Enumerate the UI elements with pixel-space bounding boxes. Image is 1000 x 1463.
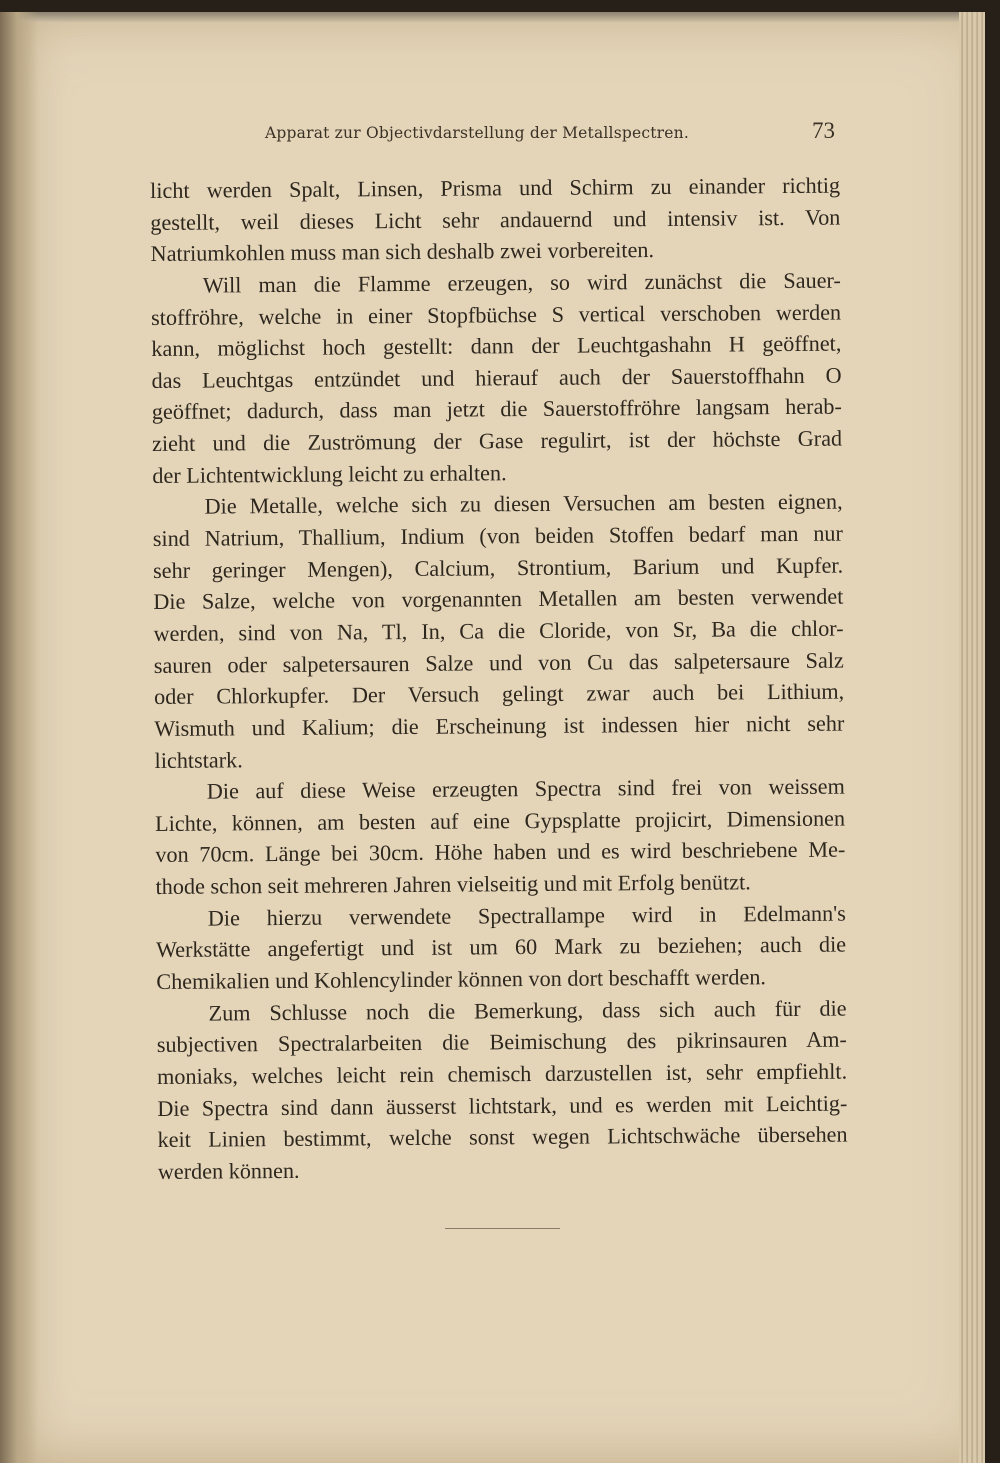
- text-line: Die hierzu verwendete Spectrallampe wird in Edelmann's: [207, 900, 846, 931]
- text-line: Werkstätte angefertigt und ist um 60 Mark zu beziehen; auch die: [155, 931, 847, 963]
- text-line: Lichte, können, am besten auf eine Gypsplatte projicirt, Dimensionen: [154, 805, 846, 836]
- body-text: [150, 170, 848, 1188]
- text-line: kann, möglichst hoch gestellt: dann der Leuchtgashahn H geöffnet,: [151, 330, 842, 362]
- text-line: sehr geringer Mengen), Calcium, Strontium, Barium und Kupfer.: [153, 552, 844, 583]
- text-line: subjectiven Spectralarbeiten die Beimischung des pikrinsauren Am-: [156, 1026, 847, 1058]
- end-rule: [445, 1228, 560, 1229]
- text-line: zieht und die Zuströmung der Gase regulirt, ist der höchste Grad: [152, 425, 843, 457]
- text-line: keit Linien bestimmt, welche sonst wegen Lichtschwäche übersehen: [157, 1121, 848, 1153]
- text-line: von 70cm. Länge bei 30cm. Höhe haben und es wird beschriebene Me-: [155, 837, 846, 868]
- text-line: werden können.: [157, 1157, 300, 1184]
- text-line: das Leuchtgas entzündet und hierauf auch der Sauerstoffhahn O: [151, 362, 842, 393]
- text-line: Zum Schlusse noch die Bemerkung, dass sich auch für die: [208, 995, 847, 1026]
- page-stack-edge: [959, 12, 985, 1463]
- page-number: 73: [812, 118, 835, 143]
- text-line: Die auf diese Weise erzeugten Spectra sind frei von weissem: [206, 773, 845, 804]
- text-line: sauren oder salpetersauren Salze und von Cu das salpetersaure Salz: [153, 647, 844, 678]
- text-line: licht werden Spalt, Linsen, Prisma und Schirm zu einander richtig: [150, 172, 841, 203]
- text-line: Die Spectra sind dann äusserst lichtstark, und es werden mit Leichtig-: [157, 1090, 848, 1121]
- text-line: lichtstark.: [154, 746, 243, 773]
- text-line: Will man die Flamme erzeugen, so wird zunächst die Sauer-: [202, 267, 841, 298]
- text-line: oder Chlorkupfer. Der Versuch gelingt zwar auch bei Lithium,: [153, 678, 845, 710]
- text-line: Die Metalle, welche sich zu diesen Versuchen am besten eignen,: [204, 488, 843, 519]
- page-top-edge: [0, 12, 985, 22]
- text-line: gestellt, weil dieses Licht sehr andauernd und intensiv ist. Von: [150, 204, 841, 235]
- running-title: Apparat zur Objectivdarstellung der Metallspectren.: [265, 124, 689, 142]
- text-line: Natriumkohlen muss man sich deshalb zwei vorbereiten.: [150, 237, 655, 267]
- text-line: stoffröhre, welche in einer Stopfbüchse S vertical verschoben werden: [151, 299, 842, 330]
- book-page: [0, 12, 985, 1463]
- text-line: Die Salze, welche von vorgenannten Metallen am besten verwendet: [153, 583, 844, 615]
- text-line: Chemikalien und Kohlencylinder können von dort beschafft werden.: [156, 964, 767, 994]
- text-line: Wismuth und Kalium; die Erscheinung ist indessen hier nicht sehr: [154, 710, 845, 741]
- text-line: sind Natrium, Thallium, Indium (von beiden Stoffen bedarf man nur: [152, 520, 843, 552]
- text-line: moniaks, welches leicht rein chemisch darzustellen ist, sehr empfiehlt.: [156, 1058, 848, 1089]
- text-line: geöffnet; dadurch, dass man jetzt die Sauerstoffröhre langsam herab-: [151, 394, 842, 425]
- text-line: thode schon seit mehreren Jahren vielseitig und mit Erfolg benützt.: [155, 869, 751, 900]
- book-gutter: [0, 12, 38, 1463]
- text-line: werden, sind von Na, Tl, In, Ca die Cloride, von Sr, Ba die chlor-: [153, 615, 844, 646]
- text-line: der Lichtentwicklung leicht zu erhalten.: [152, 459, 507, 488]
